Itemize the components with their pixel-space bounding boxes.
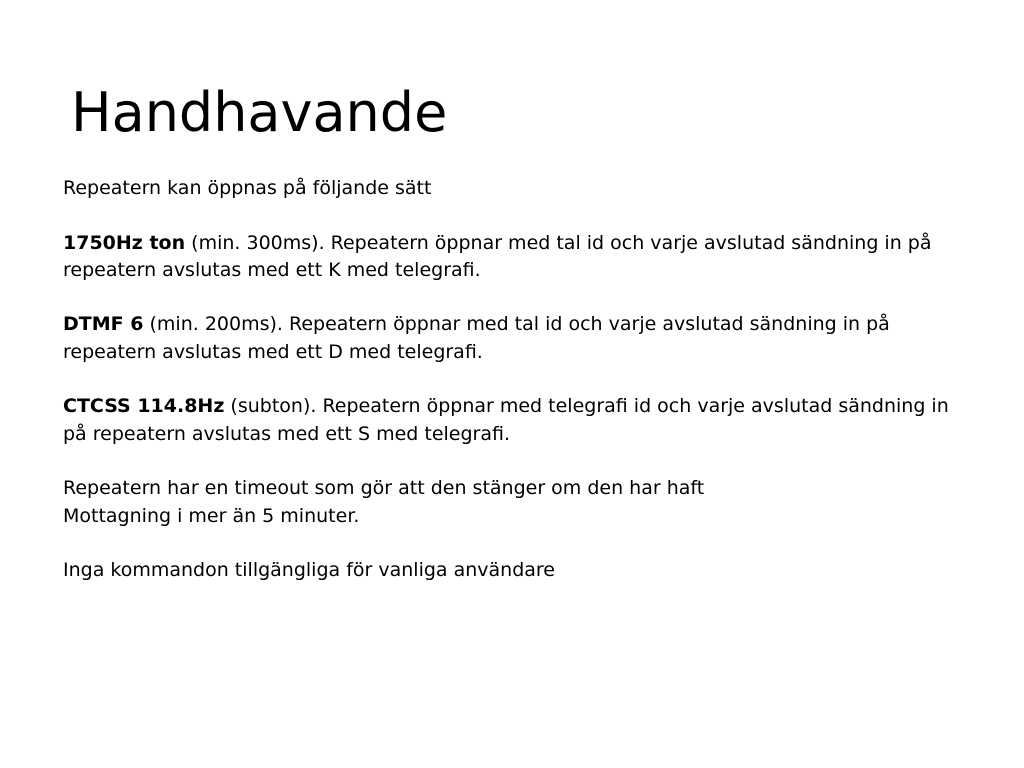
method-description: (min. 200ms). Repeatern öppnar med tal id och varje avslutad sändning in på repeatern avslutas med ett D med telegrafi. [63, 313, 890, 363]
method-label: DTMF 6 [63, 313, 144, 336]
timeout-line-2: Mottagning i mer än 5 minuter. [63, 504, 360, 527]
method-label: CTCSS 114.8Hz [63, 395, 225, 418]
timeout-line-1: Repeatern har en timeout som gör att den stänger om den har haft [63, 477, 705, 500]
method-description: (subton). Repeatern öppnar med telegrafi id och varje avslutad sändning in på repeatern avslutas med ett S med telegrafi. [63, 395, 949, 445]
method-1750hz [63, 230, 963, 285]
slide-body [63, 175, 963, 584]
commands-note: Inga kommandon tillgängliga för vanliga användare [63, 559, 555, 582]
intro-text: Repeatern kan öppnas på följande sätt [63, 177, 432, 199]
method-description: (min. 300ms). Repeatern öppnar med tal id och varje avslutad sändning in på repeatern avslutas med ett K med telegrafi. [63, 231, 932, 281]
method-dtmf [63, 311, 963, 366]
method-label: 1750Hz ton [63, 231, 186, 254]
slide-title: Handhavande [71, 81, 448, 144]
method-ctcss [63, 393, 963, 448]
timeout-note [63, 475, 963, 530]
